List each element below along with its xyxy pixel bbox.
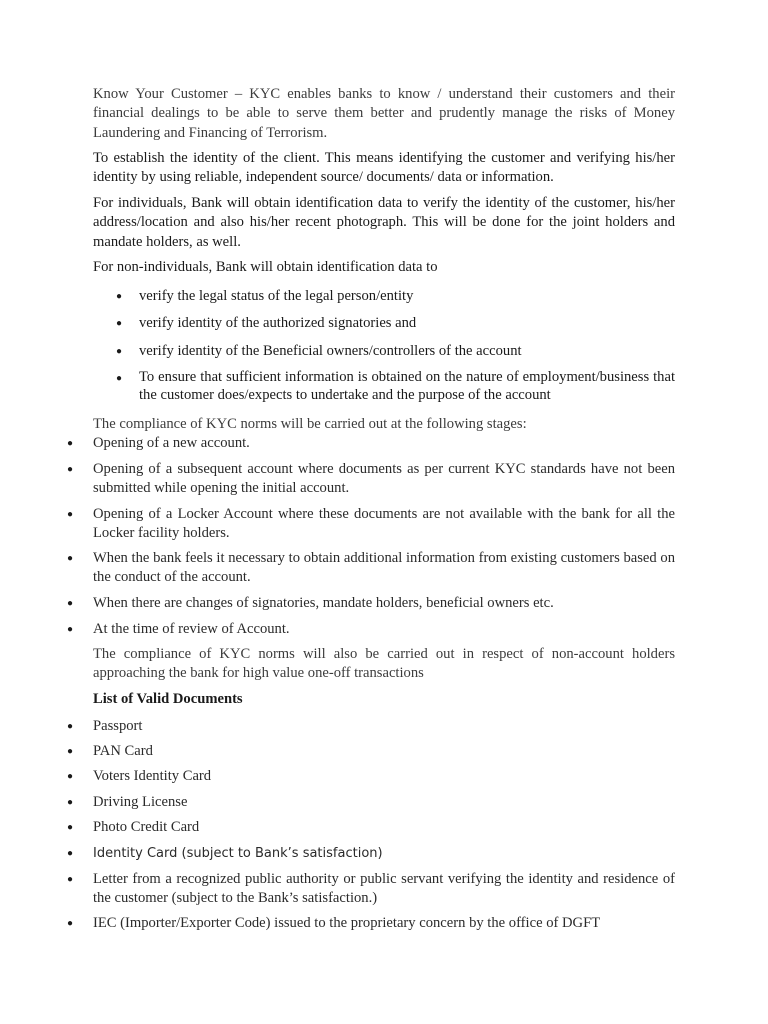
list-item-text: Identity Card (subject to Bank’s satisfaction) — [93, 846, 383, 861]
bullet-icon: ● — [67, 553, 74, 564]
list-item-text: verify identity of the Beneficial owners/controllers of the account — [139, 343, 522, 359]
bullet-icon: ● — [67, 874, 74, 885]
bullet-icon: ● — [116, 291, 123, 302]
bullet-icon: ● — [67, 598, 74, 609]
bullet-icon: ● — [67, 771, 74, 782]
list-item-text-part: Letter from a recognized public authority or public servant verifying the identity and residence of the customer (subject to the Bank’s satisfaction.) — [93, 871, 675, 907]
documents-heading: List of Valid Documents — [93, 691, 243, 707]
list-item-text: Passport — [93, 718, 143, 734]
bullet-icon: ● — [67, 438, 74, 449]
identity-paragraph: To establish the identity of the client. This means identifying the customer and verifying his/her identity by using reliable, independent source/ documents/ data or information. — [93, 150, 675, 186]
list-item-text: At the time of review of Account. — [93, 621, 290, 637]
bullet-icon: ● — [67, 918, 74, 929]
list-item-text: verify the legal status of the legal person/entity — [139, 288, 414, 304]
list-item-text: verify identity of the authorized signatories and — [139, 315, 417, 331]
bullet-icon: ● — [67, 848, 74, 859]
bullet-icon: ● — [67, 746, 74, 757]
list-item-text — [93, 870, 675, 909]
list-item-text: Opening of a subsequent account where documents as per current KYC standards have not been submitted while opening the initial account. — [93, 461, 675, 497]
list-item-text: Opening of a new account. — [93, 435, 250, 451]
bullet-icon: ● — [67, 797, 74, 808]
compliance-intro: The compliance of KYC norms will be carried out at the following stages: — [93, 416, 527, 432]
list-item-text: PAN Card — [93, 743, 153, 759]
bullet-icon: ● — [116, 346, 123, 357]
intro-paragraph: Know Your Customer – KYC enables banks to know / understand their customers and their financial dealings to be able to serve them better and prudently manage the risks of Money Laundering and Financing of Terrorism. — [93, 86, 675, 141]
bullet-icon: ● — [67, 464, 74, 475]
list-item-text: When the bank feels it necessary to obtain additional information from existing customers based on the conduct of the account. — [93, 550, 675, 586]
list-item-text: To ensure that sufficient information is obtained on the nature of employment/business that the customer does/expects to undertake and the purpose of the account — [139, 369, 675, 403]
list-item-text: Driving License — [93, 794, 188, 810]
list-item-text: Opening of a Locker Account where these documents are not available with the bank for all the Locker facility holders. — [93, 506, 675, 542]
bullet-icon: ● — [67, 822, 74, 833]
compliance-non-account-paragraph: The compliance of KYC norms will also be carried out in respect of non-account holders approaching the bank for high value one-off transactions — [93, 646, 675, 682]
bullet-icon: ● — [67, 509, 74, 520]
list-item-text: IEC (Importer/Exporter Code) issued to the proprietary concern by the office of DGFT — [93, 915, 601, 931]
list-item-text: Photo Credit Card — [93, 819, 200, 835]
bullet-icon: ● — [67, 721, 74, 732]
non-individuals-paragraph: For non-individuals, Bank will obtain identification data to — [93, 259, 438, 275]
individuals-paragraph: For individuals, Bank will obtain identification data to verify the identity of the customer, his/her address/location and also his/her recent photograph. This will be done for the joint holders and mandate holders, as well. — [93, 195, 675, 250]
bullet-icon: ● — [67, 624, 74, 635]
bullet-icon: ● — [116, 373, 123, 384]
list-item-text: When there are changes of signatories, mandate holders, beneficial owners etc. — [93, 595, 554, 611]
list-item-text: Voters Identity Card — [93, 768, 212, 784]
bullet-icon: ● — [116, 318, 123, 329]
